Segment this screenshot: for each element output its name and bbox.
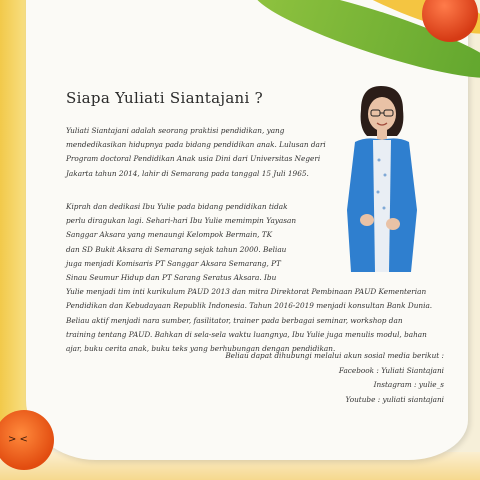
facebook-contact: Facebook : Yuliati Siantajani <box>338 365 444 375</box>
text-line: juga menjadi Komisaris PT Sanggar Aksara Semarang, PT <box>66 258 281 268</box>
youtube-contact: Youtube : yuliati siantajani <box>345 394 444 404</box>
text-line: Sinau Seumur Hidup dan PT Sarang Seratus Aksara. Ibu <box>66 273 277 283</box>
page-title: Siapa Yuliati Siantajani ? <box>66 89 264 107</box>
tomato-face-icon: > < <box>8 434 28 445</box>
text-line: Kiprah dan dedikasi Ibu Yulie pada bidang pendidikan tidak <box>66 202 288 211</box>
instagram-contact: Instagram : yulie_s <box>373 380 444 389</box>
text-line: Yulie menjadi tim inti kurikulum PAUD 2013 dan mitra Direktorat Pembinaan PAUD Kementerian <box>66 287 427 297</box>
text-line: ajar, buku cerita anak, buku teks yang berhubungan dengan pendidikan. <box>66 344 336 354</box>
text-line: Sanggar Aksara yang menaungi Kelompok Bermain, TK <box>66 230 273 240</box>
text-line: Beliau aktif menjadi nara sumber, fasilitator, trainer pada berbagai seminar, workshop dan <box>66 315 403 325</box>
text-line: Pendidikan dan Kebudayaan Republik Indonesia. Tahun 2016-2019 menjadi konsultan Bank Dunia. <box>66 301 433 311</box>
text-line: training tentang PAUD. Bahkan di sela-sela waktu luangnya, Ibu Yulie juga menulis modul, bahan <box>66 329 427 339</box>
text-line: perlu diragukan lagi. Sehari-hari Ibu Yulie memimpin Yayasan <box>66 216 297 226</box>
bio-intro-paragraph: Yuliati Siantajani adalah seorang praktisi pendidikan, yang mendedikasikan hidupnya pada bidang pendidikan anak. Lulusan dari Program doctoral Pendidikan Anak usia Dini dari Universitas Negeri Jakarta tahun 2014, lahir di Semarang pada tanggal 15 Juli 1965. <box>66 126 326 178</box>
bio-career-paragraph <box>66 200 442 356</box>
contact-block <box>225 349 444 407</box>
text-line: dan SD Bukit Aksara di Semarang sejak tahun 2000. Beliau <box>66 244 287 254</box>
contact-intro: Beliau dapat dihubungi melalui akun sosial media berikut : <box>225 351 444 360</box>
